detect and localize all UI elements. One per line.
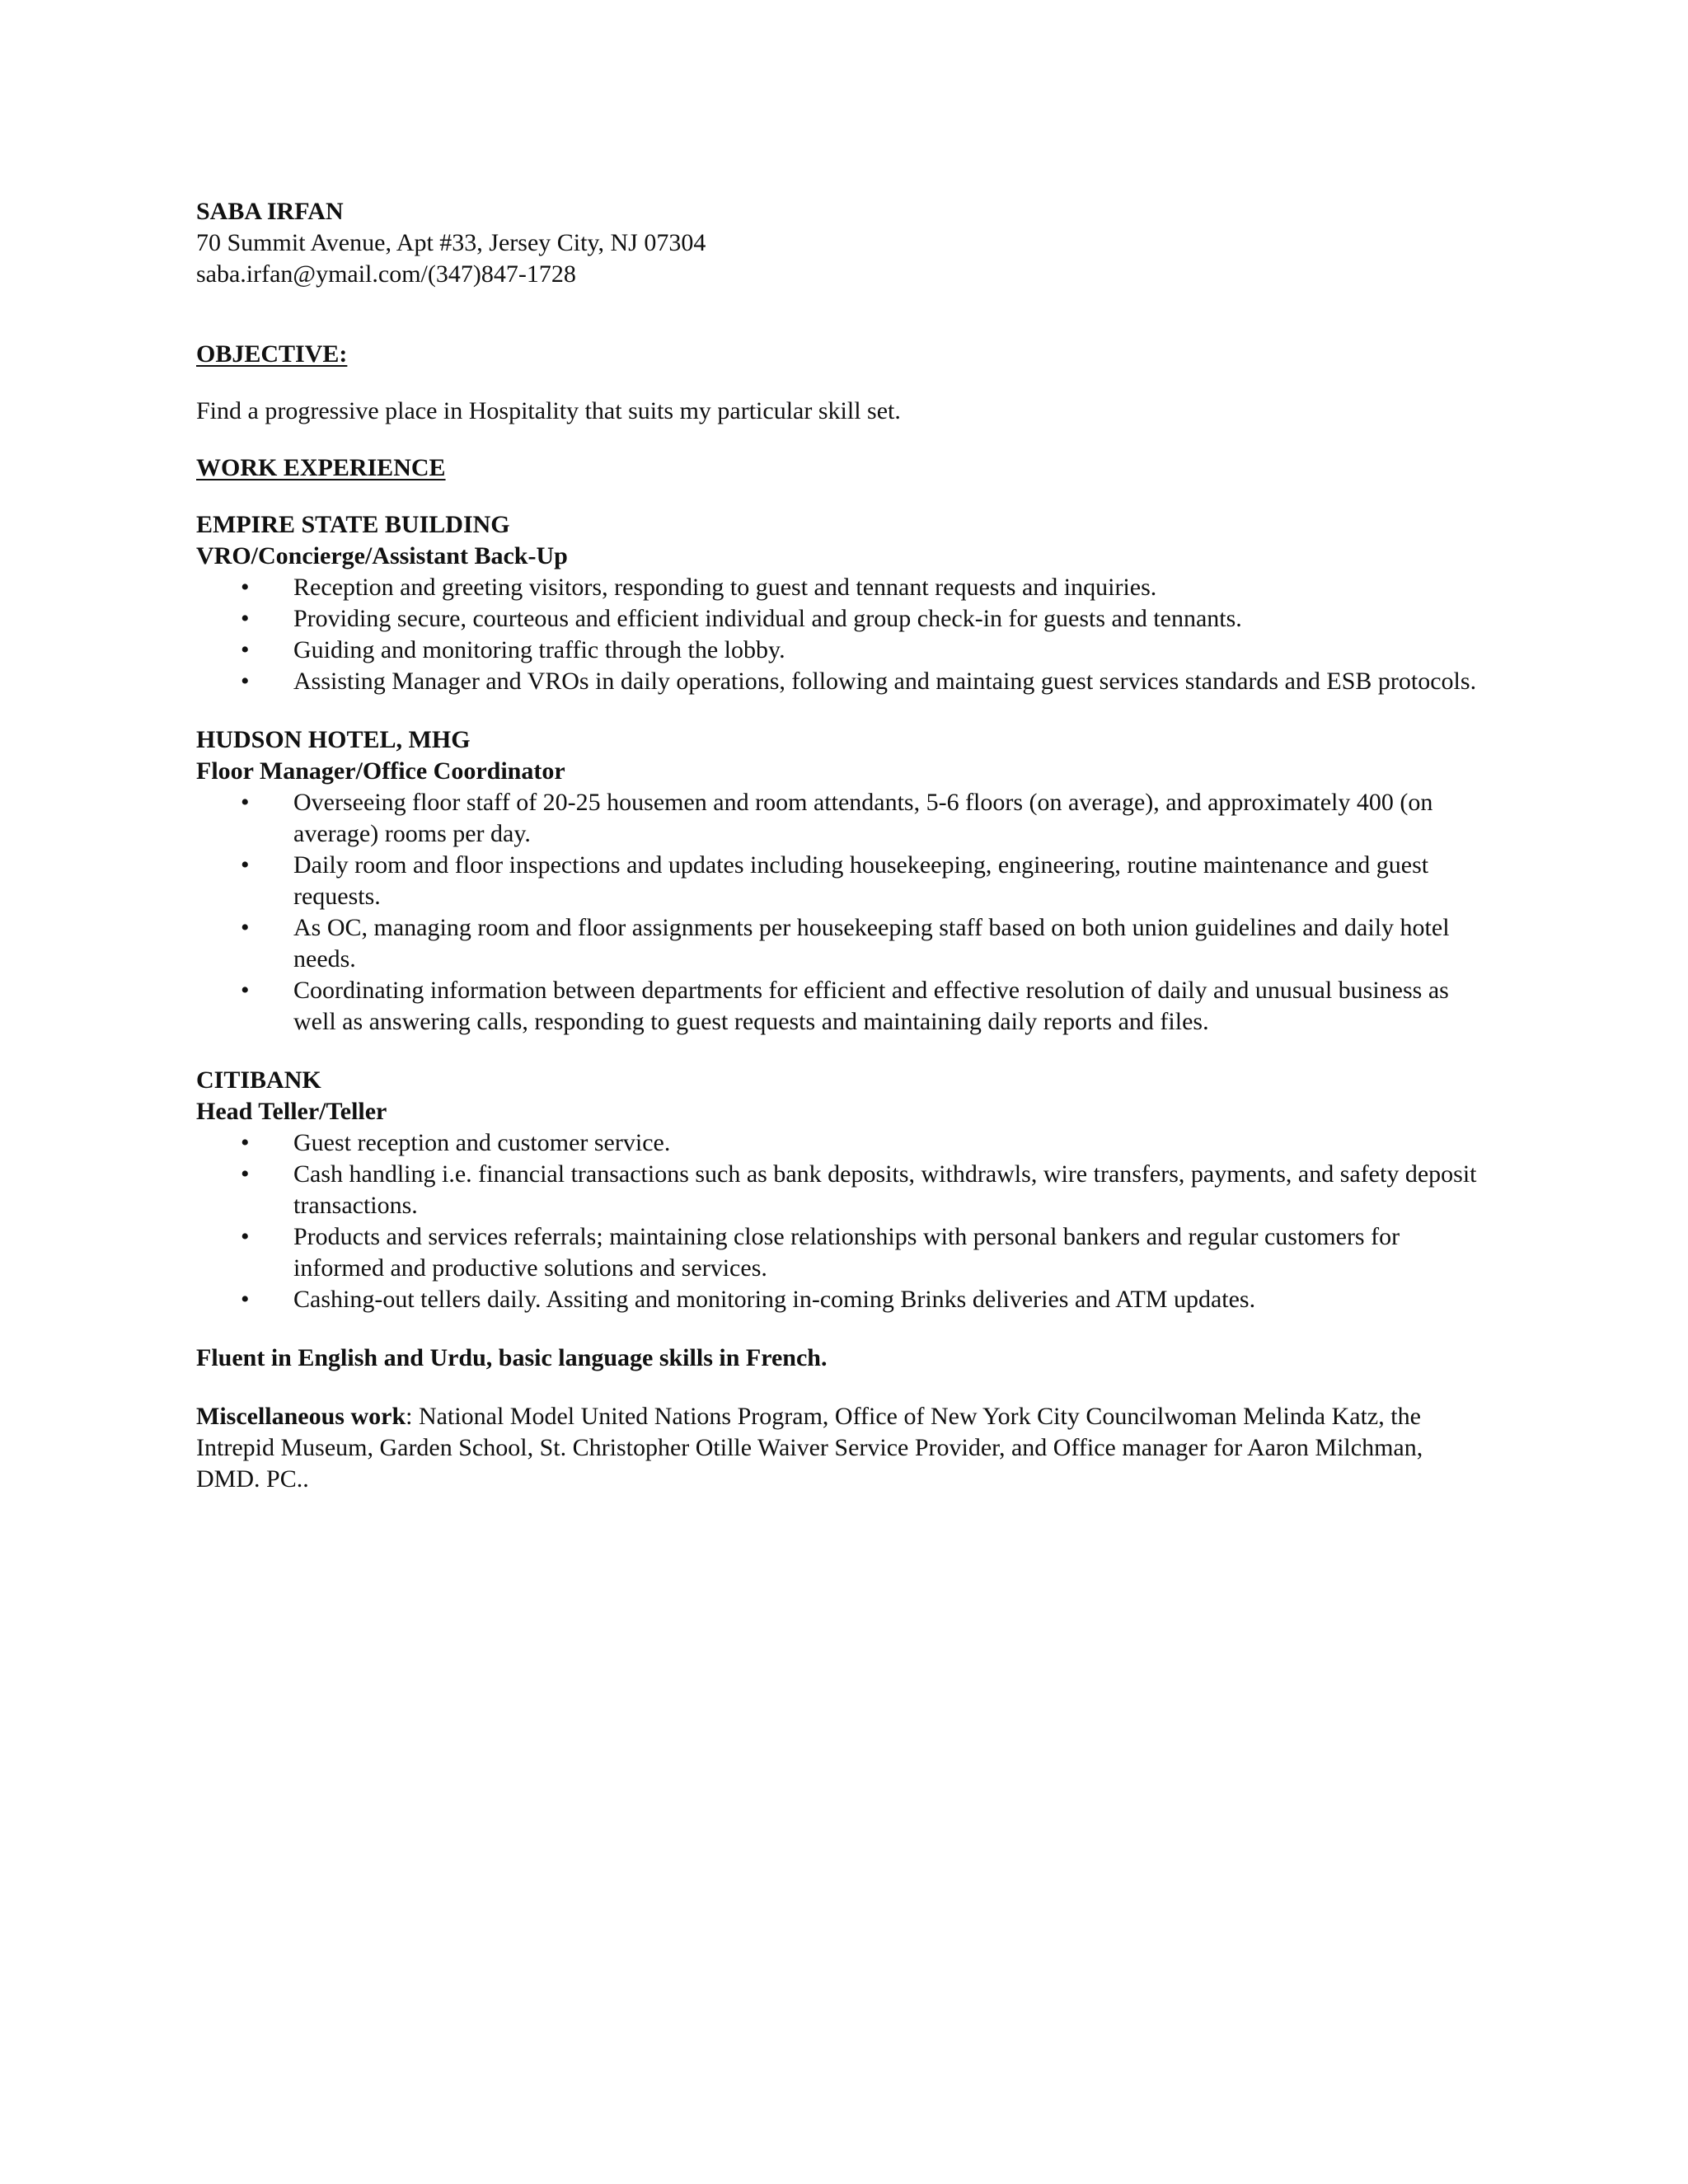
job-duty-text: Guiding and monitoring traffic through the lobby.: [293, 636, 785, 663]
languages-statement: Fluent in English and Urdu, basic language skills in French.: [196, 1344, 828, 1371]
applicant-name: SABA IRFAN: [196, 198, 344, 225]
work-experience-section: [196, 452, 1482, 1315]
bullet-icon: •: [241, 574, 250, 601]
work-experience-heading: WORK EXPERIENCE: [196, 454, 446, 481]
resume-header: [196, 196, 1482, 290]
objective-heading: OBJECTIVE:: [196, 340, 348, 368]
bullet-icon: •: [241, 1160, 250, 1188]
job-duty: [196, 1159, 1482, 1221]
objective-section: [196, 339, 1482, 427]
job-company: EMPIRE STATE BUILDING: [196, 511, 510, 538]
job-title: Head Teller/Teller: [196, 1098, 387, 1125]
job-duty: [196, 635, 1482, 666]
job-duty: [196, 912, 1482, 975]
job-duty: [196, 1127, 1482, 1159]
job-duty-text: Cashing-out tellers daily. Assiting and monitoring in-coming Brinks deliveries and ATM updates.: [293, 1286, 1256, 1313]
job-entry: [196, 724, 1482, 1038]
job-duties-list: [196, 1127, 1482, 1315]
bullet-icon: •: [241, 605, 250, 632]
job-duty-text: Products and services referrals; maintaining close relationships with personal bankers and regular customers for informed and productive solutions and services.: [293, 1223, 1400, 1282]
applicant-address: 70 Summit Avenue, Apt #33, Jersey City, NJ 07304: [196, 229, 706, 256]
miscellaneous-text: : National Model United Nations Program, Office of New York City Councilwoman Melinda Katz, the Intrepid Museum, Garden School, St. Christopher Otille Waiver Service Provider, and Office manager for Aaron Milchman, DMD. PC..: [196, 1403, 1423, 1493]
job-duty-text: Overseeing floor staff of 20-25 housemen and room attendants, 5-6 floors (on average), and approximately 400 (on average) rooms per day.: [293, 789, 1433, 847]
job-duty-text: Daily room and floor inspections and updates including housekeeping, engineering, routine maintenance and guest requests.: [293, 851, 1429, 910]
job-duty-text: Assisting Manager and VROs in daily operations, following and maintaing guest services standards and ESB protocols.: [293, 668, 1477, 695]
job-duties-list: [196, 572, 1482, 697]
job-duties-list: [196, 787, 1482, 1038]
job-company: CITIBANK: [196, 1066, 321, 1094]
resume-content: [196, 196, 1482, 1495]
job-duty-text: Cash handling i.e. financial transactions such as bank deposits, withdrawls, wire transfers, payments, and safety deposit transactions.: [293, 1160, 1477, 1219]
job-duty: [196, 1284, 1482, 1315]
job-duty-text: Reception and greeting visitors, responding to guest and tennant requests and inquiries.: [293, 574, 1157, 601]
job-duty: [196, 787, 1482, 850]
bullet-icon: •: [241, 914, 250, 941]
bullet-icon: •: [241, 668, 250, 695]
job-duty: [196, 850, 1482, 912]
objective-text: Find a progressive place in Hospitality that suits my particular skill set.: [196, 397, 901, 424]
miscellaneous-section: [196, 1401, 1482, 1495]
applicant-contact: saba.irfan@ymail.com/(347)847-1728: [196, 260, 576, 288]
bullet-icon: •: [241, 977, 250, 1004]
job-entry: [196, 1065, 1482, 1315]
job-title: VRO/Concierge/Assistant Back-Up: [196, 542, 568, 569]
job-duty: [196, 572, 1482, 603]
bullet-icon: •: [241, 851, 250, 879]
job-duty-text: Coordinating information between departments for efficient and effective resolution of daily and unusual business as well as answering calls, responding to guest requests and maintaining daily reports and files.: [293, 977, 1449, 1035]
miscellaneous-label: Miscellaneous work: [196, 1403, 406, 1430]
job-duty-text: Providing secure, courteous and efficient individual and group check-in for guests and tennants.: [293, 605, 1242, 632]
job-duty: [196, 1221, 1482, 1284]
job-duty: [196, 975, 1482, 1038]
job-duty-text: As OC, managing room and floor assignments per housekeeping staff based on both union guidelines and daily hotel needs.: [293, 914, 1450, 972]
job-title: Floor Manager/Office Coordinator: [196, 757, 565, 785]
bullet-icon: •: [241, 636, 250, 663]
job-company: HUDSON HOTEL, MHG: [196, 726, 471, 753]
bullet-icon: •: [241, 1223, 250, 1250]
bullet-icon: •: [241, 789, 250, 816]
bullet-icon: •: [241, 1286, 250, 1313]
job-duty: [196, 666, 1482, 697]
job-duty-text: Guest reception and customer service.: [293, 1129, 671, 1156]
job-entry: [196, 509, 1482, 697]
job-duty: [196, 603, 1482, 635]
bullet-icon: •: [241, 1129, 250, 1156]
